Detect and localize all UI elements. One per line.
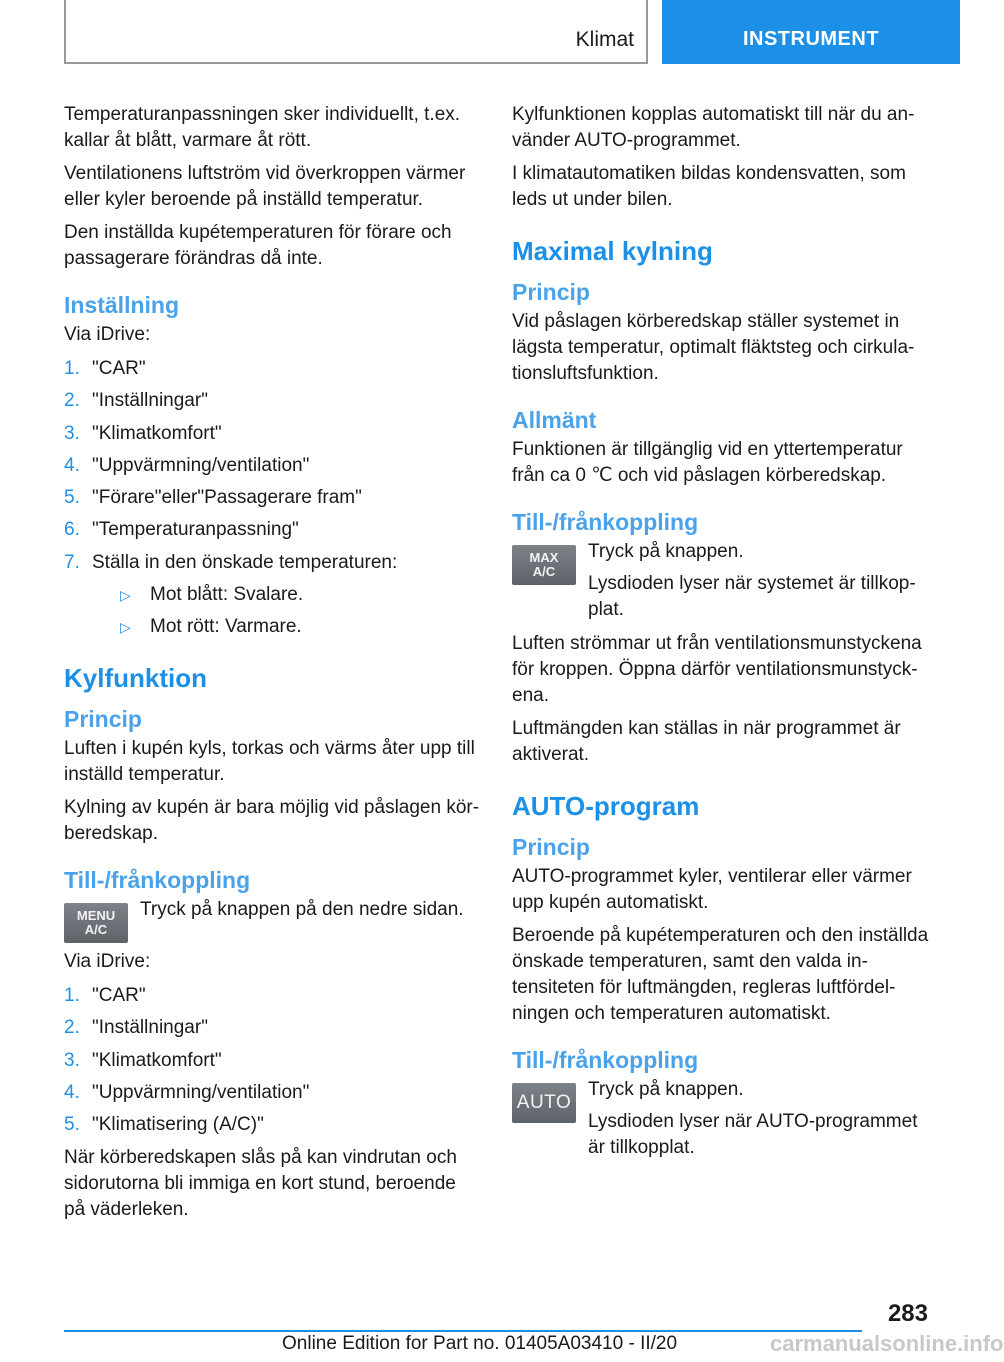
heading-till-frankoppling: Till-/frånkoppling <box>64 867 251 894</box>
menu-ac-button-icon: MENU A/C <box>64 903 128 943</box>
auto-button-icon: AUTO <box>512 1083 576 1123</box>
button-instruction <box>512 1077 932 1161</box>
paragraph: Luften i kupén kyls, torkas och värms åter upp till inställd temperatur. <box>64 738 475 786</box>
list-item: 6. "Temperaturanpassning" <box>64 519 299 541</box>
footer-divider <box>64 1330 862 1332</box>
heading-princip: Princip <box>512 834 590 860</box>
paragraph: Via iDrive: <box>64 324 151 345</box>
paragraph: Tryck på knappen på den nedre sidan. <box>140 899 464 921</box>
paragraph: Beroende på kupétemperaturen och den inställda önskade temperaturen, samt den valda intensiteten för luftmängden, regleras luftfördelningen och temperaturen automatiskt. <box>512 925 929 1024</box>
sub-list <box>92 582 480 640</box>
paragraph: AUTO-programmet kyler, ventilerar eller värmer upp kupén automatiskt. <box>512 866 912 913</box>
heading-kylfunktion: Kylfunktion <box>64 663 207 694</box>
watermark-logo: carmanualsonline.info <box>770 1331 1004 1356</box>
list-item: 3. "Klimatkomfort" <box>64 1049 222 1071</box>
paragraph: När körberedskapen slås på kan vindrutan och sidorutorna bli immiga en kort stund, beroende på väderleken. <box>64 1146 457 1220</box>
button-instruction <box>64 897 480 941</box>
heading-till-frankoppling: Till-/frånkoppling <box>512 509 699 535</box>
right-column <box>512 102 932 1169</box>
button-instruction <box>512 539 932 623</box>
paragraph: Kylfunktionen kopplas automatiskt till när du använder AUTO-programmet. <box>512 104 915 151</box>
chapter-tab[interactable]: INSTRUMENT <box>662 0 960 64</box>
paragraph: Lysdioden lyser när systemet är tillkopplat. <box>588 573 916 620</box>
paragraph: Lysdioden lyser när AUTO-programmet är tillkopplat. <box>588 1111 918 1158</box>
list-item: 1. "CAR" <box>64 358 146 379</box>
list-item: 4. "Uppvärmning/ventilation" <box>64 1081 310 1103</box>
triangle-bullet-icon: ▷ <box>120 619 131 636</box>
paragraph: Via iDrive: <box>64 951 151 973</box>
paragraph: Luftmängden kan ställas in när programmet är aktiverat. <box>512 718 901 765</box>
heading-princip: Princip <box>64 706 142 733</box>
heading-princip: Princip <box>512 279 590 305</box>
list-item: 7. Ställa in den önskade temperaturen: ▷ Mot blått: Svalare. ▷ Mot rött: Varmare. <box>64 550 480 640</box>
heading-allmant: Allmänt <box>512 407 597 433</box>
sub-list-item: ▷ Mot blått: Svalare. <box>120 582 480 608</box>
steps-list-settings <box>64 356 480 640</box>
max-ac-button-icon: MAX A/C <box>512 545 576 585</box>
triangle-bullet-icon: ▷ <box>120 586 131 603</box>
paragraph: Tryck på knappen. <box>588 1079 744 1100</box>
paragraph: Den inställda kupétemperaturen för förare och passagerare förändras då inte. <box>64 222 452 269</box>
paragraph: Funktionen är tillgänglig vid en yttertemperatur från ca 0 ℃ och vid påslagen körberedskap. <box>512 439 903 486</box>
paragraph: Ventilationens luftström vid överkroppen värmer eller kyler beroende på inställd temperatur. <box>64 163 466 210</box>
list-item: 3. "Klimatkomfort" <box>64 422 222 444</box>
edition-text: Online Edition for Part no. 01405A03410 - II/20 <box>282 1333 678 1354</box>
steps-list-ac <box>64 983 480 1138</box>
list-item: 2. "Inställningar" <box>64 1017 208 1039</box>
list-item: 5. "Klimatisering (A/C)" <box>64 1114 264 1136</box>
heading-maximal-kylning: Maximal kylning <box>512 236 713 266</box>
paragraph: Temperaturanpassningen sker individuellt, t.ex. kallar åt blått, varmare åt rött. <box>64 104 461 151</box>
sub-list-item: ▷ Mot rött: Varmare. <box>120 614 480 640</box>
paragraph: I klimatautomatiken bildas kondensvatten, som leds ut under bilen. <box>512 163 906 210</box>
page-number: 283 <box>887 1300 928 1327</box>
left-column <box>64 102 480 1230</box>
heading-auto-program: AUTO-program <box>512 791 700 821</box>
paragraph: Luften strömmar ut från ventilationsmunstyckena för kroppen. Öppna därför ventilationsmunstyckena. <box>512 633 922 706</box>
paragraph: Vid påslagen körberedskap ställer systemet in lägsta temperatur, optimalt fläktsteg och cirkulationsluftsfunktion. <box>512 311 915 384</box>
header-section-box <box>64 0 648 64</box>
section-title: Klimat <box>575 28 634 51</box>
paragraph: Tryck på knappen. <box>588 541 744 562</box>
heading-installning: Inställning <box>64 292 179 318</box>
list-item: 4. "Uppvärmning/ventilation" <box>64 454 310 476</box>
list-item: 1. "CAR" <box>64 985 146 1007</box>
paragraph: Kylning av kupén är bara möjlig vid påslagen körberedskap. <box>64 797 480 845</box>
heading-till-frankoppling: Till-/frånkoppling <box>512 1047 699 1073</box>
list-item: 2. "Inställningar" <box>64 390 208 412</box>
list-item: 5. "Förare"eller"Passagerare fram" <box>64 487 362 509</box>
